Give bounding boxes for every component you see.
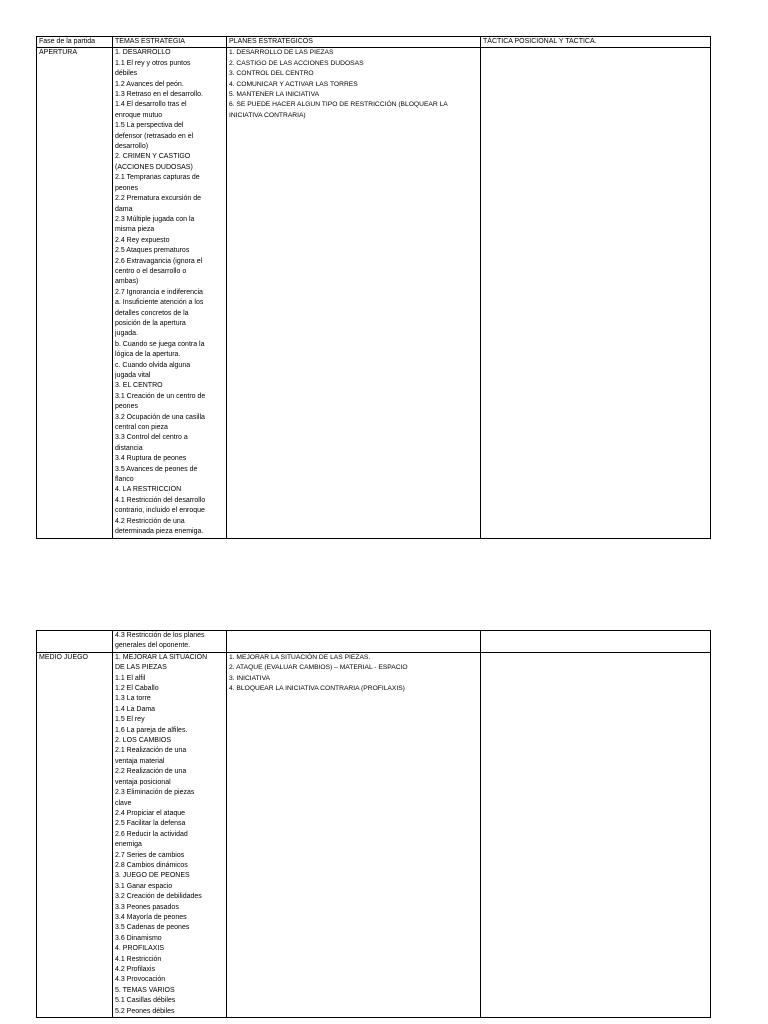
phase-medio-juego: MEDIO JUEGO xyxy=(37,652,113,1017)
list-item: 3.3 Control del centro a xyxy=(115,434,188,442)
list-item: 1.4 El desarrollo tras el xyxy=(115,101,187,109)
list-item: 5.2 Peones débiles xyxy=(115,1007,175,1015)
list-item: débiles xyxy=(115,70,138,78)
list-item: peones xyxy=(115,403,138,411)
list-item: 1. DESARROLLO xyxy=(115,49,171,57)
list-item: 2.7 Ignorancia e indiferencia xyxy=(115,288,203,296)
list-item: 4. LA RESTRICCIÓN xyxy=(115,486,182,494)
list-item: contrario, incluido el enroque xyxy=(115,507,205,515)
list-item: 3.3 Peones pasados xyxy=(115,903,179,911)
list-item: generales del oponente. xyxy=(115,642,191,650)
list-item: 4.2 Profilaxis xyxy=(115,966,156,973)
plans-list xyxy=(229,653,479,695)
list-item: enemiga xyxy=(115,841,142,849)
list-item: 4.3 Provocación xyxy=(115,976,166,984)
list-item: jugada. xyxy=(115,330,138,338)
list-item: 3.5 Avances de peones de xyxy=(115,465,198,473)
list-item: 5. TEMAS VARIOS xyxy=(115,986,175,994)
list-item: desarrollo) xyxy=(115,143,149,151)
list-item: 1.3 Retraso en el desarrollo. xyxy=(115,91,203,99)
themes-cell xyxy=(113,48,227,538)
table-row-continued xyxy=(37,631,711,653)
plans-cell xyxy=(227,48,481,538)
list-item: 1.5 El rey xyxy=(115,716,145,724)
list-item: a. Insuficiente atención a los xyxy=(115,299,204,307)
list-item: distancia xyxy=(115,444,143,452)
list-item: 4.1 Restricción del desarrollo xyxy=(115,496,206,504)
themes-cell xyxy=(113,652,227,1017)
list-item: 2.6 Reducir la actividad xyxy=(115,830,188,838)
list-item: 2.2 Prematura excursión de xyxy=(115,195,201,203)
list-item: 3.1 Ganar espacio xyxy=(115,882,173,890)
list-item: 2. CASTIGO DE LAS ACCIONES DUDOSAS xyxy=(229,59,364,67)
list-item: 1.2 El Caballo xyxy=(115,685,159,693)
list-item: 2.1 Realización de una xyxy=(115,747,187,755)
list-item: DE LAS PIEZAS xyxy=(115,664,167,672)
header-tactics: TÁCTICA POSICIONAL Y TACTICA. xyxy=(481,37,711,48)
list-item: 2. CRIMEN Y CASTIGO xyxy=(115,153,191,161)
list-item: ventaja material xyxy=(115,757,165,765)
list-item: 4.3 Restricción de los planes xyxy=(115,632,205,639)
list-item: 1.1 El alfil xyxy=(115,674,146,682)
list-item: lógica de la apertura. xyxy=(115,351,181,359)
list-item: 3.5 Cadenas de peones xyxy=(115,924,190,932)
list-item: 1.2 Avances del peón. xyxy=(115,80,184,88)
empty-plans-cell xyxy=(227,631,481,653)
list-item: 2.7 Series de cambios xyxy=(115,851,185,859)
list-item: 2.5 Ataques prematuros xyxy=(115,247,190,255)
list-item: c. Cuando olvida alguna xyxy=(115,361,191,369)
empty-phase-cell xyxy=(37,631,113,653)
list-item: 1.6 La pareja de alfiles. xyxy=(115,726,188,734)
list-item: 2.5 Facilitar la defensa xyxy=(115,820,186,828)
table-row xyxy=(37,652,711,1017)
list-item: 3.4 Ruptura de peones xyxy=(115,455,187,463)
list-item: 4.2 Restricción de una xyxy=(115,517,185,525)
list-item: flanco xyxy=(115,476,134,484)
list-item: 1.3 La torre xyxy=(115,695,151,703)
strategy-table-page-1 xyxy=(36,36,711,539)
list-item: 3. CONTROL DEL CENTRO xyxy=(229,70,314,78)
strategy-table-page-2 xyxy=(36,630,711,1018)
list-item: 1. DESARROLLO DE LAS PIEZAS xyxy=(229,49,334,57)
list-item: enroque mutuo xyxy=(115,111,163,119)
list-item: 3.6 Dinamismo xyxy=(115,934,162,942)
list-item: b. Cuando se juega contra la xyxy=(115,340,205,348)
list-item: (ACCIONES DUDOSAS) xyxy=(115,163,193,171)
list-item: INICIATIVA CONTRARIA) xyxy=(229,111,306,119)
list-item: 3.2 Creación de debilidades xyxy=(115,893,202,901)
list-item: 2. LOS CAMBIOS xyxy=(115,737,172,745)
list-item: 1.1 El rey y otros puntos xyxy=(115,59,191,67)
table-header-row xyxy=(37,37,711,48)
continued-themes-list xyxy=(115,631,225,652)
plans-list xyxy=(229,48,479,121)
empty-tactics-cell xyxy=(481,631,711,653)
list-item: 3.1 Creación de un centro de xyxy=(115,392,206,400)
list-item: 2.3 Eliminación de piezas xyxy=(115,789,195,797)
list-item: 1.4 La Dama xyxy=(115,705,156,713)
list-item: 2.1 Tempranas capturas de xyxy=(115,174,200,182)
list-item: detalles concretos de la xyxy=(115,309,189,317)
list-item: 4. COMUNICAR Y ACTIVAR LAS TORRES xyxy=(229,80,358,88)
continued-themes-cell xyxy=(113,631,227,653)
list-item: 1. MEJORAR LA SITUACIÓN xyxy=(115,653,208,661)
header-strategy-themes: TEMAS ESTRATEGIA xyxy=(113,37,227,48)
list-item: posición de la apertura xyxy=(115,319,186,327)
list-item: centro o el desarrollo o xyxy=(115,267,187,275)
list-item: 4. BLOQUEAR LA INICIATIVA CONTRARIA (PROFILAXIS) xyxy=(229,685,405,693)
list-item: 2.6 Extravagancia (ignora el xyxy=(115,257,203,265)
list-item: 3. INICIATIVA xyxy=(229,674,270,682)
list-item: 2. ATAQUE (EVALUAR CAMBIOS) – MATERIAL - ESPACIO xyxy=(229,664,408,672)
list-item: 4.1 Restricción xyxy=(115,955,162,963)
phase-apertura: APERTURA xyxy=(37,48,113,538)
list-item: central con pieza xyxy=(115,424,168,432)
list-item: 5.1 Casillas débiles xyxy=(115,997,176,1005)
list-item: 6. SE PUEDE HACER ALGUN TIPO DE RESTRICCIÓN (BLOQUEAR LA xyxy=(229,101,448,109)
list-item: 1.5 La perspectiva del xyxy=(115,122,184,130)
list-item: peones xyxy=(115,184,138,192)
list-item: 2.8 Cambios dinámicos xyxy=(115,861,188,869)
themes-list xyxy=(115,48,225,537)
table-row xyxy=(37,48,711,538)
list-item: clave xyxy=(115,799,132,807)
list-item: 4. PROFILAXIS xyxy=(115,945,165,953)
themes-list xyxy=(115,653,225,1017)
list-item: ventaja posicional xyxy=(115,778,171,786)
list-item: dama xyxy=(115,205,133,213)
tactics-cell xyxy=(481,48,711,538)
list-item: 3. EL CENTRO xyxy=(115,382,163,390)
list-item: 1. MEJORAR LA SITUACIÓN DE LAS PIEZAS. xyxy=(229,653,371,661)
list-item: defensor (retrasado en el xyxy=(115,132,194,140)
list-item: 2.3 Múltiple jugada con la xyxy=(115,215,195,223)
tactics-cell xyxy=(481,652,711,1017)
list-item: ambas) xyxy=(115,278,139,286)
list-item: 2.2 Realización de una xyxy=(115,768,187,776)
list-item: 2.4 Rey expuesto xyxy=(115,236,170,244)
list-item: 3. JUEGO DE PEONES xyxy=(115,872,190,880)
list-item: misma pieza xyxy=(115,226,155,234)
list-item: 3.2 Ocupación de una casilla xyxy=(115,413,205,421)
plans-cell xyxy=(227,652,481,1017)
header-strategic-plans: PLANES ESTRATEGICOS xyxy=(227,37,481,48)
list-item: 2.4 Propiciar el ataque xyxy=(115,809,186,817)
list-item: jugada vital xyxy=(115,372,151,379)
list-item: 3.4 Mayoría de peones xyxy=(115,913,187,921)
list-item: 5. MANTENER LA INICIATIVA xyxy=(229,91,320,99)
list-item: determinada pieza enemiga. xyxy=(115,528,204,536)
header-phase: Fase de la partida xyxy=(37,37,113,48)
